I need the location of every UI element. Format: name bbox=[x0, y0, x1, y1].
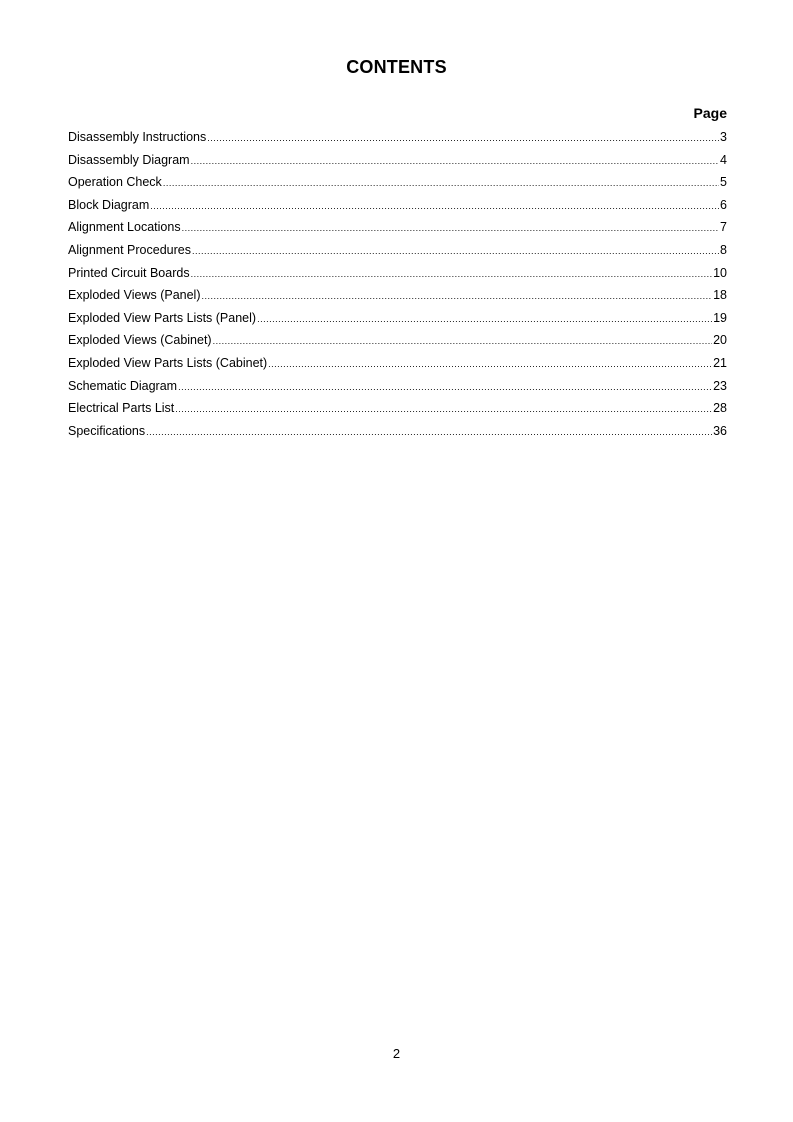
toc-entry-page-number: 19 bbox=[713, 310, 727, 325]
dot-leader bbox=[192, 242, 719, 260]
toc-entry-label: Exploded View Parts Lists (Cabinet) bbox=[68, 355, 268, 370]
toc-entry-page-number: 21 bbox=[713, 355, 727, 370]
dot-leader bbox=[201, 287, 712, 305]
toc-entry[interactable] bbox=[68, 286, 727, 309]
dot-leader bbox=[163, 174, 719, 192]
dot-leader bbox=[146, 423, 712, 441]
toc-entry-page-number: 3 bbox=[720, 130, 727, 144]
toc-entry[interactable] bbox=[68, 196, 727, 219]
toc-entry[interactable] bbox=[68, 331, 727, 354]
dot-leader bbox=[207, 129, 719, 147]
toc-entry[interactable] bbox=[68, 354, 727, 377]
toc-entry-label: Exploded Views (Panel) bbox=[68, 288, 201, 303]
toc-entry[interactable] bbox=[68, 422, 727, 445]
table-of-contents bbox=[68, 128, 727, 444]
toc-entry-label: Disassembly Diagram bbox=[68, 152, 190, 167]
toc-entry[interactable] bbox=[68, 173, 727, 196]
dot-leader bbox=[182, 219, 719, 237]
toc-entry[interactable] bbox=[68, 241, 727, 264]
toc-entry-page-number: 23 bbox=[713, 378, 727, 393]
dot-leader bbox=[257, 310, 712, 328]
toc-entry-label: Block Diagram bbox=[68, 197, 150, 212]
dot-leader bbox=[191, 152, 719, 170]
toc-entry-label: Exploded View Parts Lists (Panel) bbox=[68, 310, 257, 325]
dot-leader bbox=[178, 378, 712, 396]
toc-entry[interactable] bbox=[68, 377, 727, 400]
toc-entry[interactable] bbox=[68, 151, 727, 174]
toc-entry-page-number: 20 bbox=[713, 333, 727, 348]
toc-entry-label: Schematic Diagram bbox=[68, 378, 178, 393]
toc-entry-label: Printed Circuit Boards bbox=[68, 265, 190, 280]
toc-entry-page-number: 6 bbox=[720, 197, 727, 212]
dot-leader bbox=[213, 332, 712, 350]
footer-page-number: 2 bbox=[392, 1046, 401, 1061]
toc-entry-label: Exploded Views (Cabinet) bbox=[68, 333, 212, 348]
toc-entry-label: Alignment Locations bbox=[68, 220, 181, 235]
toc-entry-page-number: 36 bbox=[713, 423, 727, 438]
toc-entry[interactable] bbox=[68, 218, 727, 241]
toc-entry[interactable] bbox=[68, 399, 727, 422]
toc-entry-label: Electrical Parts List bbox=[68, 401, 175, 416]
dot-leader bbox=[175, 400, 712, 418]
toc-entry-page-number: 5 bbox=[720, 175, 727, 190]
toc-entry-page-number: 28 bbox=[713, 401, 727, 416]
toc-entry-label: Specifications bbox=[68, 423, 146, 438]
toc-entry-label: Disassembly Instructions bbox=[68, 130, 207, 144]
toc-entry-page-number: 8 bbox=[720, 242, 727, 257]
toc-entry[interactable] bbox=[68, 264, 727, 287]
toc-entry-page-number: 18 bbox=[713, 288, 727, 303]
toc-entry-page-number: 7 bbox=[720, 220, 727, 235]
page-column-header: Page bbox=[693, 105, 727, 121]
page-title: CONTENTS bbox=[346, 57, 447, 77]
toc-entry-label: Operation Check bbox=[68, 175, 162, 190]
dot-leader bbox=[268, 355, 712, 373]
toc-entry-page-number: 4 bbox=[720, 152, 727, 167]
toc-entry-page-number: 10 bbox=[713, 265, 727, 280]
toc-entry[interactable] bbox=[68, 128, 727, 151]
dot-leader bbox=[150, 197, 719, 215]
dot-leader bbox=[191, 265, 713, 283]
toc-entry-label: Alignment Procedures bbox=[68, 242, 191, 257]
toc-entry[interactable] bbox=[68, 309, 727, 332]
